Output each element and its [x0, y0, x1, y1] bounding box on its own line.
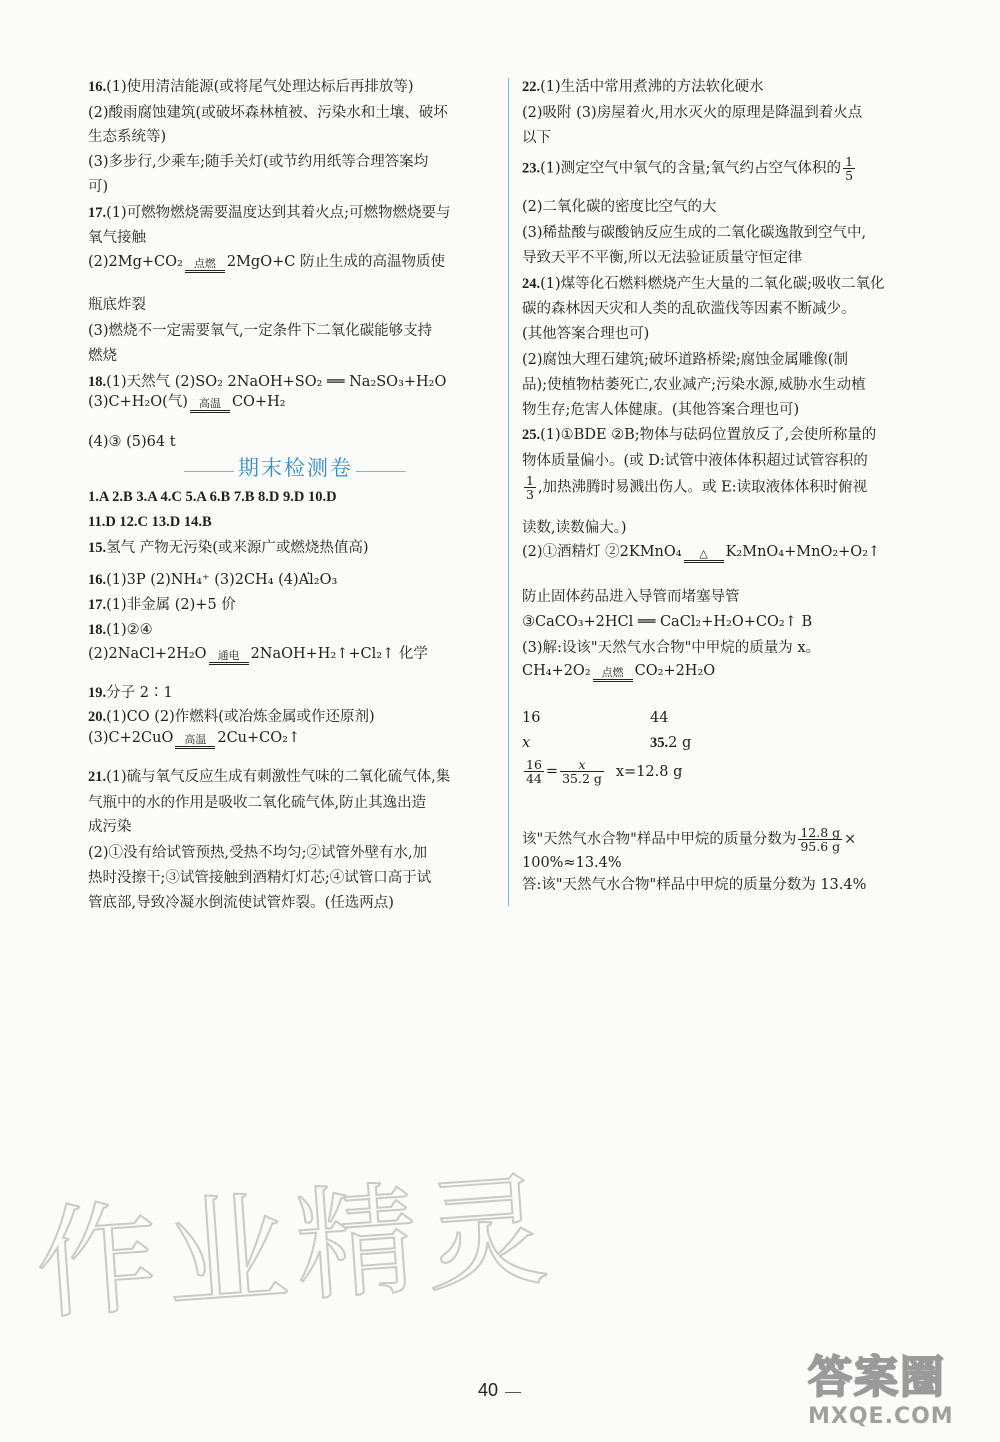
fraction-numerator: 16	[526, 757, 542, 772]
question-number: 17.	[88, 205, 107, 221]
answer-line: 品);使植物枯萎死亡,农业减产;污染水源,威胁水生动植	[522, 377, 866, 393]
reaction-condition: 点燃	[193, 257, 216, 270]
answer-line: 以下	[522, 130, 551, 146]
reaction-condition: 高温	[198, 397, 221, 410]
fraction-denominator: 35.2 g	[562, 771, 602, 787]
equation-line	[88, 647, 428, 665]
fraction	[798, 826, 842, 853]
answer-line: 氧气接触	[88, 230, 146, 246]
answer-line: (3)多步行,少乘车;随手关灯(或节约用纸等合理答案均	[88, 154, 429, 170]
site-url: MXQE.COM	[808, 1404, 954, 1429]
reaction-arrow	[190, 398, 230, 413]
fraction-numerator: 1	[845, 154, 854, 169]
equation-line	[522, 664, 715, 682]
answer-line-with-fraction	[522, 474, 867, 501]
reaction-condition: △	[699, 547, 708, 560]
mass-ratio-value: 44	[650, 710, 669, 726]
answer-line: 瓶底炸裂	[88, 297, 146, 313]
times-sign: ×	[844, 831, 857, 848]
page-number: 40	[478, 1380, 499, 1400]
answer-line: 生态系统等)	[88, 129, 167, 145]
page-number-dash	[505, 1392, 521, 1393]
question-number: 17.	[88, 597, 107, 613]
answer-line: 21.(1)硫与氧气反应生成有刺激性气味的二氧化硫气体,集	[88, 769, 451, 785]
title-rule-right	[356, 471, 406, 472]
mc-answers-row: 1.A 2.B 3.A 4.C 5.A 6.B 7.B 8.D 9.D 10.D	[88, 489, 337, 505]
question-number: 25.	[522, 427, 541, 443]
answer-line: 15.氢气 产物无污染(或来源广或燃烧热值高)	[88, 540, 369, 556]
equation-reactants: (3)C+H₂O(气)	[88, 394, 188, 410]
percentage-line	[522, 826, 856, 853]
question-number: 23.	[522, 160, 541, 177]
fraction-denominator: 3	[526, 487, 534, 503]
answer-line: 燃烧	[88, 348, 117, 364]
answer-line: 17.(1)非金属 (2)+5 价	[88, 597, 236, 613]
equation-products: 2Cu+CO₂↑	[217, 730, 301, 746]
answer-line: 成污染	[88, 819, 132, 835]
equation-reactants: (3)C+2CuO	[88, 730, 174, 746]
answer-line: (4)③ (5)64 t	[88, 434, 176, 450]
question-number: 15.	[88, 540, 107, 556]
equation-line	[88, 395, 286, 413]
section-title: 期末检测卷	[238, 456, 353, 480]
mc-answers-row: 11.D 12.C 13.D 14.B	[88, 514, 212, 530]
watermark: 作业精灵	[31, 1158, 560, 1337]
equation-products: CO+H₂	[231, 394, 286, 410]
answer-text: 23.(1)测定空气中氧气的含量;氧气约占空气体积的	[522, 160, 842, 177]
equation-products: 2NaOH+H₂↑+Cl₂↑ 化学	[250, 646, 428, 662]
answer-text: 该"天然气水合物"样品中甲烷的质量分数为	[522, 831, 797, 848]
fraction-numerator: x	[560, 758, 604, 772]
equals-sign: =	[545, 763, 559, 780]
fraction-denominator: 44	[526, 771, 542, 787]
answer-line-with-fraction	[522, 155, 857, 182]
question-number: 35.	[650, 735, 669, 751]
question-number: 19.	[88, 685, 107, 701]
answer-line: 答:该"天然气水合物"样品中甲烷的质量分数为 13.4%	[522, 877, 867, 893]
answer-line: (2)吸附 (3)房屋着火,用水灭火的原理是降温到着火点	[522, 105, 863, 121]
reaction-condition: 点燃	[601, 666, 624, 679]
equation-line	[88, 731, 300, 749]
answer-line: 17.(1)可燃物燃烧需要温度达到其着火点;可燃物燃烧要与	[88, 205, 451, 221]
answer-line: (3)解:设该"天然气水合物"中甲烷的质量为 x。	[522, 640, 821, 656]
fraction	[524, 474, 536, 501]
fraction-denominator: 5	[845, 168, 854, 184]
answer-line: 气瓶中的水的作用是吸收二氧化硫气体,防止其逸出造	[88, 795, 427, 811]
answer-line: 19.分子 2∶1	[88, 685, 173, 701]
answer-line: 16.(1)使用清洁能源(或将尾气处理达标后再排放等)	[88, 79, 414, 95]
answer-text: ,加热沸腾时易溅出伤人。或 E:读取液体体积时俯视	[537, 479, 868, 496]
equation-reactants: (2)2Mg+CO₂	[88, 254, 183, 270]
equation-products: CO₂+2H₂O	[634, 663, 716, 679]
answer-line: 导致天平不平衡,所以无法验证质量守恒定律	[522, 250, 803, 266]
equation-reactants: CH₄+2O₂	[522, 663, 591, 679]
reaction-arrow	[593, 667, 633, 682]
fraction-numerator: 1	[526, 473, 534, 488]
answer-line: 可)	[88, 179, 109, 195]
reaction-condition: 通电	[217, 649, 240, 662]
reaction-arrow	[175, 734, 215, 749]
equation-products: K₂MnO₄+MnO₂+O₂↑	[725, 544, 881, 560]
answer-line: 25.(1)①BDE ②B;物体与砝码位置放反了,会使所称量的	[522, 427, 877, 443]
question-number: 16.	[88, 79, 107, 95]
question-number: 22.	[522, 79, 541, 95]
reaction-condition: 高温	[184, 733, 207, 746]
answer-line: 22.(1)生活中常用煮沸的方法软化硬水	[522, 79, 764, 95]
answer-line: 20.(1)CO (2)作燃料(或冶炼金属或作还原剂)	[88, 709, 375, 725]
question-number: 24.	[522, 276, 541, 292]
answer-line: 读数,读数偏大。)	[522, 520, 627, 536]
reaction-arrow	[684, 548, 724, 563]
answer-line: 防止固体药品进入导管而堵塞导管	[522, 589, 740, 605]
fraction-numerator: 12.8 g	[800, 825, 841, 840]
answer-line: 热时没擦干;③试管接触到酒精灯灯芯;④试管口高于试	[88, 870, 432, 886]
mass-given: 35.2 g	[650, 735, 692, 751]
answer-line: (2)腐蚀大理石建筑;破坏道路桥梁;腐蚀金属雕像(制	[522, 352, 848, 368]
equation-reactants: (2)2NaCl+2H₂O	[88, 646, 207, 662]
answer-line: (其他答案合理也可)	[522, 326, 650, 342]
answer-line: 24.(1)煤等化石燃料燃烧产生大量的二氧化碳;吸收二氧化	[522, 276, 885, 292]
question-number: 20.	[88, 709, 107, 725]
answer-line: ③CaCO₃+2HCl ══ CaCl₂+H₂O+CO₂↑ B	[522, 614, 813, 630]
reaction-arrow	[209, 650, 249, 665]
answer-line: 16.(1)3P (2)NH₄⁺ (3)2CH₄ (4)A͘l₂O₃	[88, 572, 338, 588]
column-divider	[508, 78, 509, 906]
equation-line	[522, 545, 880, 563]
equation-products: 2MgO+C 防止生成的高温物质使	[226, 254, 445, 270]
reaction-arrow	[185, 258, 225, 273]
answer-line: 物生存;危害人体健康。(其他答案合理也可)	[522, 402, 800, 418]
answer-line: 管底部,导致冷凝水倒流使试管炸裂。(任选两点)	[88, 895, 394, 911]
fraction	[560, 758, 604, 785]
ratio-result: x=12.8 g	[615, 763, 683, 780]
question-number: 18.	[88, 374, 107, 390]
question-number: 21.	[88, 769, 107, 785]
equation-reactants: (2)①酒精灯 ②2KMnO₄	[522, 544, 682, 560]
fraction	[843, 155, 855, 182]
answer-line: (2)二氧化碳的密度比空气的大	[522, 199, 717, 215]
site-logo: 答案圈	[808, 1352, 946, 1403]
answer-line: 18.(1)②④	[88, 622, 153, 638]
question-number: 16.	[88, 572, 107, 588]
mass-ratio-value: 16	[522, 710, 541, 726]
answer-line: 100%≈13.4%	[522, 855, 622, 871]
answer-line: (3)燃烧不一定需要氧气,一定条件下二氧化碳能够支持	[88, 323, 433, 339]
answer-line: (3)稀盐酸与碳酸钠反应生成的二氧化碳逸散到空气中,	[522, 225, 867, 241]
answer-line: (2)①没有给试管预热,受热不均匀;②试管外壁有水,加	[88, 845, 428, 861]
equation-line	[88, 255, 445, 273]
ratio-equation	[522, 758, 682, 785]
fraction-denominator: 95.6 g	[800, 839, 841, 855]
answer-line: 18.(1)天然气 (2)SO₂ 2NaOH+SO₂ ══ Na₂SO₃+H₂O	[88, 374, 447, 390]
question-number: 18.	[88, 622, 107, 638]
answer-line: 碳的森林因天灾和人类的乱砍滥伐等因素不断减少。	[522, 301, 856, 317]
answer-line: (2)酸雨腐蚀建筑(或破坏森林植被、污染水和土壤、破坏	[88, 105, 448, 121]
fraction	[524, 758, 544, 785]
mass-unknown: x	[522, 735, 531, 751]
answer-line: 物体质量偏小。(或 D:试管中液体体积超过试管容积的	[522, 453, 868, 469]
